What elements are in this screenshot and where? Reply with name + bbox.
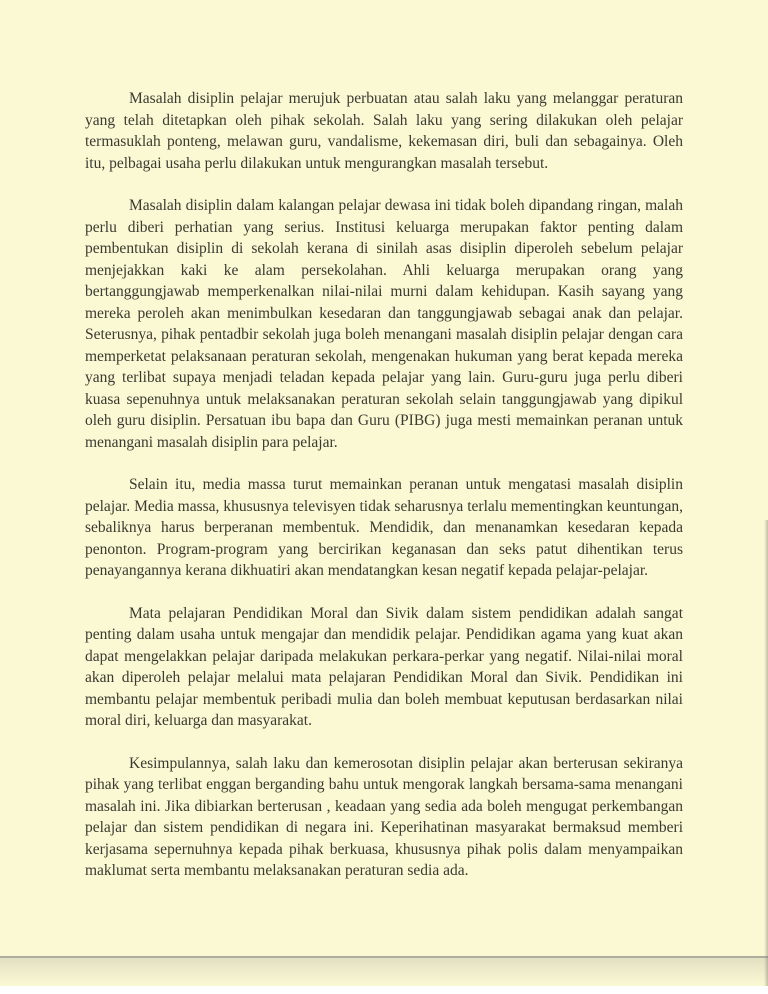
paragraph-1: Masalah disiplin pelajar merujuk perbuatan atau salah laku yang melanggar peraturan yang telah ditetapkan oleh pihak sekolah. Salah laku yang sering dilakukan oleh pelajar termasuklah ponteng, melawan guru, vandalisme, kekemasan diri, buli dan sebagainya. Oleh itu, pelbagai usaha perlu dilakukan untuk mengurangkan masalah tersebut.: [85, 90, 683, 172]
paragraph-5: Kesimpulannya, salah laku dan kemerosotan disiplin pelajar akan berterusan sekiranya pihak yang terlibat enggan berganding bahu untuk mengorak langkah bersama-sama menangani masalah ini. Jika dibiarkan berterusan , keadaan yang sedia ada boleh mengugat perkembangan pelajar dan sistem pendidikan di negara ini. Keperihatinan masyarakat bermaksud memberi kerjasama sepernuhnya kepada pihak berkuasa, khususnya pihak polis dalam menyampaikan maklumat serta membantu melaksanakan peraturan sedia ada.: [85, 754, 683, 879]
scan-right-edge-shadow: [764, 520, 768, 986]
paragraph-3: Selain itu, media massa turut memainkan peranan untuk mengatasi masalah disiplin pelajar. Media massa, khususnya televisyen tidak seharusnya terlalu mementingkan keuntungan, sebaliknya harus berperanan membentuk. Mendidik, dan menanamkan kesedaran kepada penonton. Program-program yang bercirikan keganasan dan seks patut dihentikan terus penayangannya kerana dikhuatiri akan mendatangkan kesan negatif kepada pelajar-pelajar.: [85, 476, 683, 579]
page-bottom-edge: [0, 986, 768, 994]
paragraph-4: Mata pelajaran Pendidikan Moral dan Sivik dalam sistem pendidikan adalah sangat penting dalam usaha untuk mengajar dan mendidik pelajar. Pendidikan agama yang kuat akan dapat mengelakkan pelajar daripada melakukan perkara-perkar yang negatif. Nilai-nilai moral akan diperoleh pelajar melalui mata pelajaran Pendidikan Moral dan Sivik. Pendidikan ini membantu pelajar membentuk peribadi mulia dan boleh membuat keputusan berdasarkan nilai moral diri, keluarga dan masyarakat.: [85, 604, 683, 729]
essay-text-block: [85, 88, 683, 903]
scan-artifact-line: [0, 956, 768, 958]
scan-bottom-shadow: [0, 958, 768, 986]
paragraph-2: Masalah disiplin dalam kalangan pelajar dewasa ini tidak boleh dipandang ringan, malah perlu diberi perhatian yang serius. Institusi keluarga merupakan faktor penting dalam pembentukan disiplin di sekolah kerana di sinilah asas disiplin diperoleh sebelum pelajar menjejakkan kaki ke alam persekolahan. Ahli keluarga merupakan orang yang bertanggungjawab memperkenalkan nilai-nilai murni dalam kehidupan. Kasih sayang yang mereka peroleh akan menimbulkan kesedaran dan tanggungjawab sebagai anak dan pelajar. Seterusnya, pihak pentadbir sekolah juga boleh menangani masalah disiplin pelajar dengan cara memperketat pelaksanaan peraturan sekolah, mengenakan hukuman yang berat kepada mereka yang terlibat supaya menjadi teladan kepada pelajar yang lain. Guru-guru juga perlu diberi kuasa sepenuhnya untuk melaksanakan peraturan sekolah selain tanggungjawab yang dipikul oleh guru disiplin. Persatuan ibu bapa dan Guru (PIBG) juga mesti memainkan peranan untuk menangani masalah disiplin para pelajar.: [85, 197, 683, 451]
